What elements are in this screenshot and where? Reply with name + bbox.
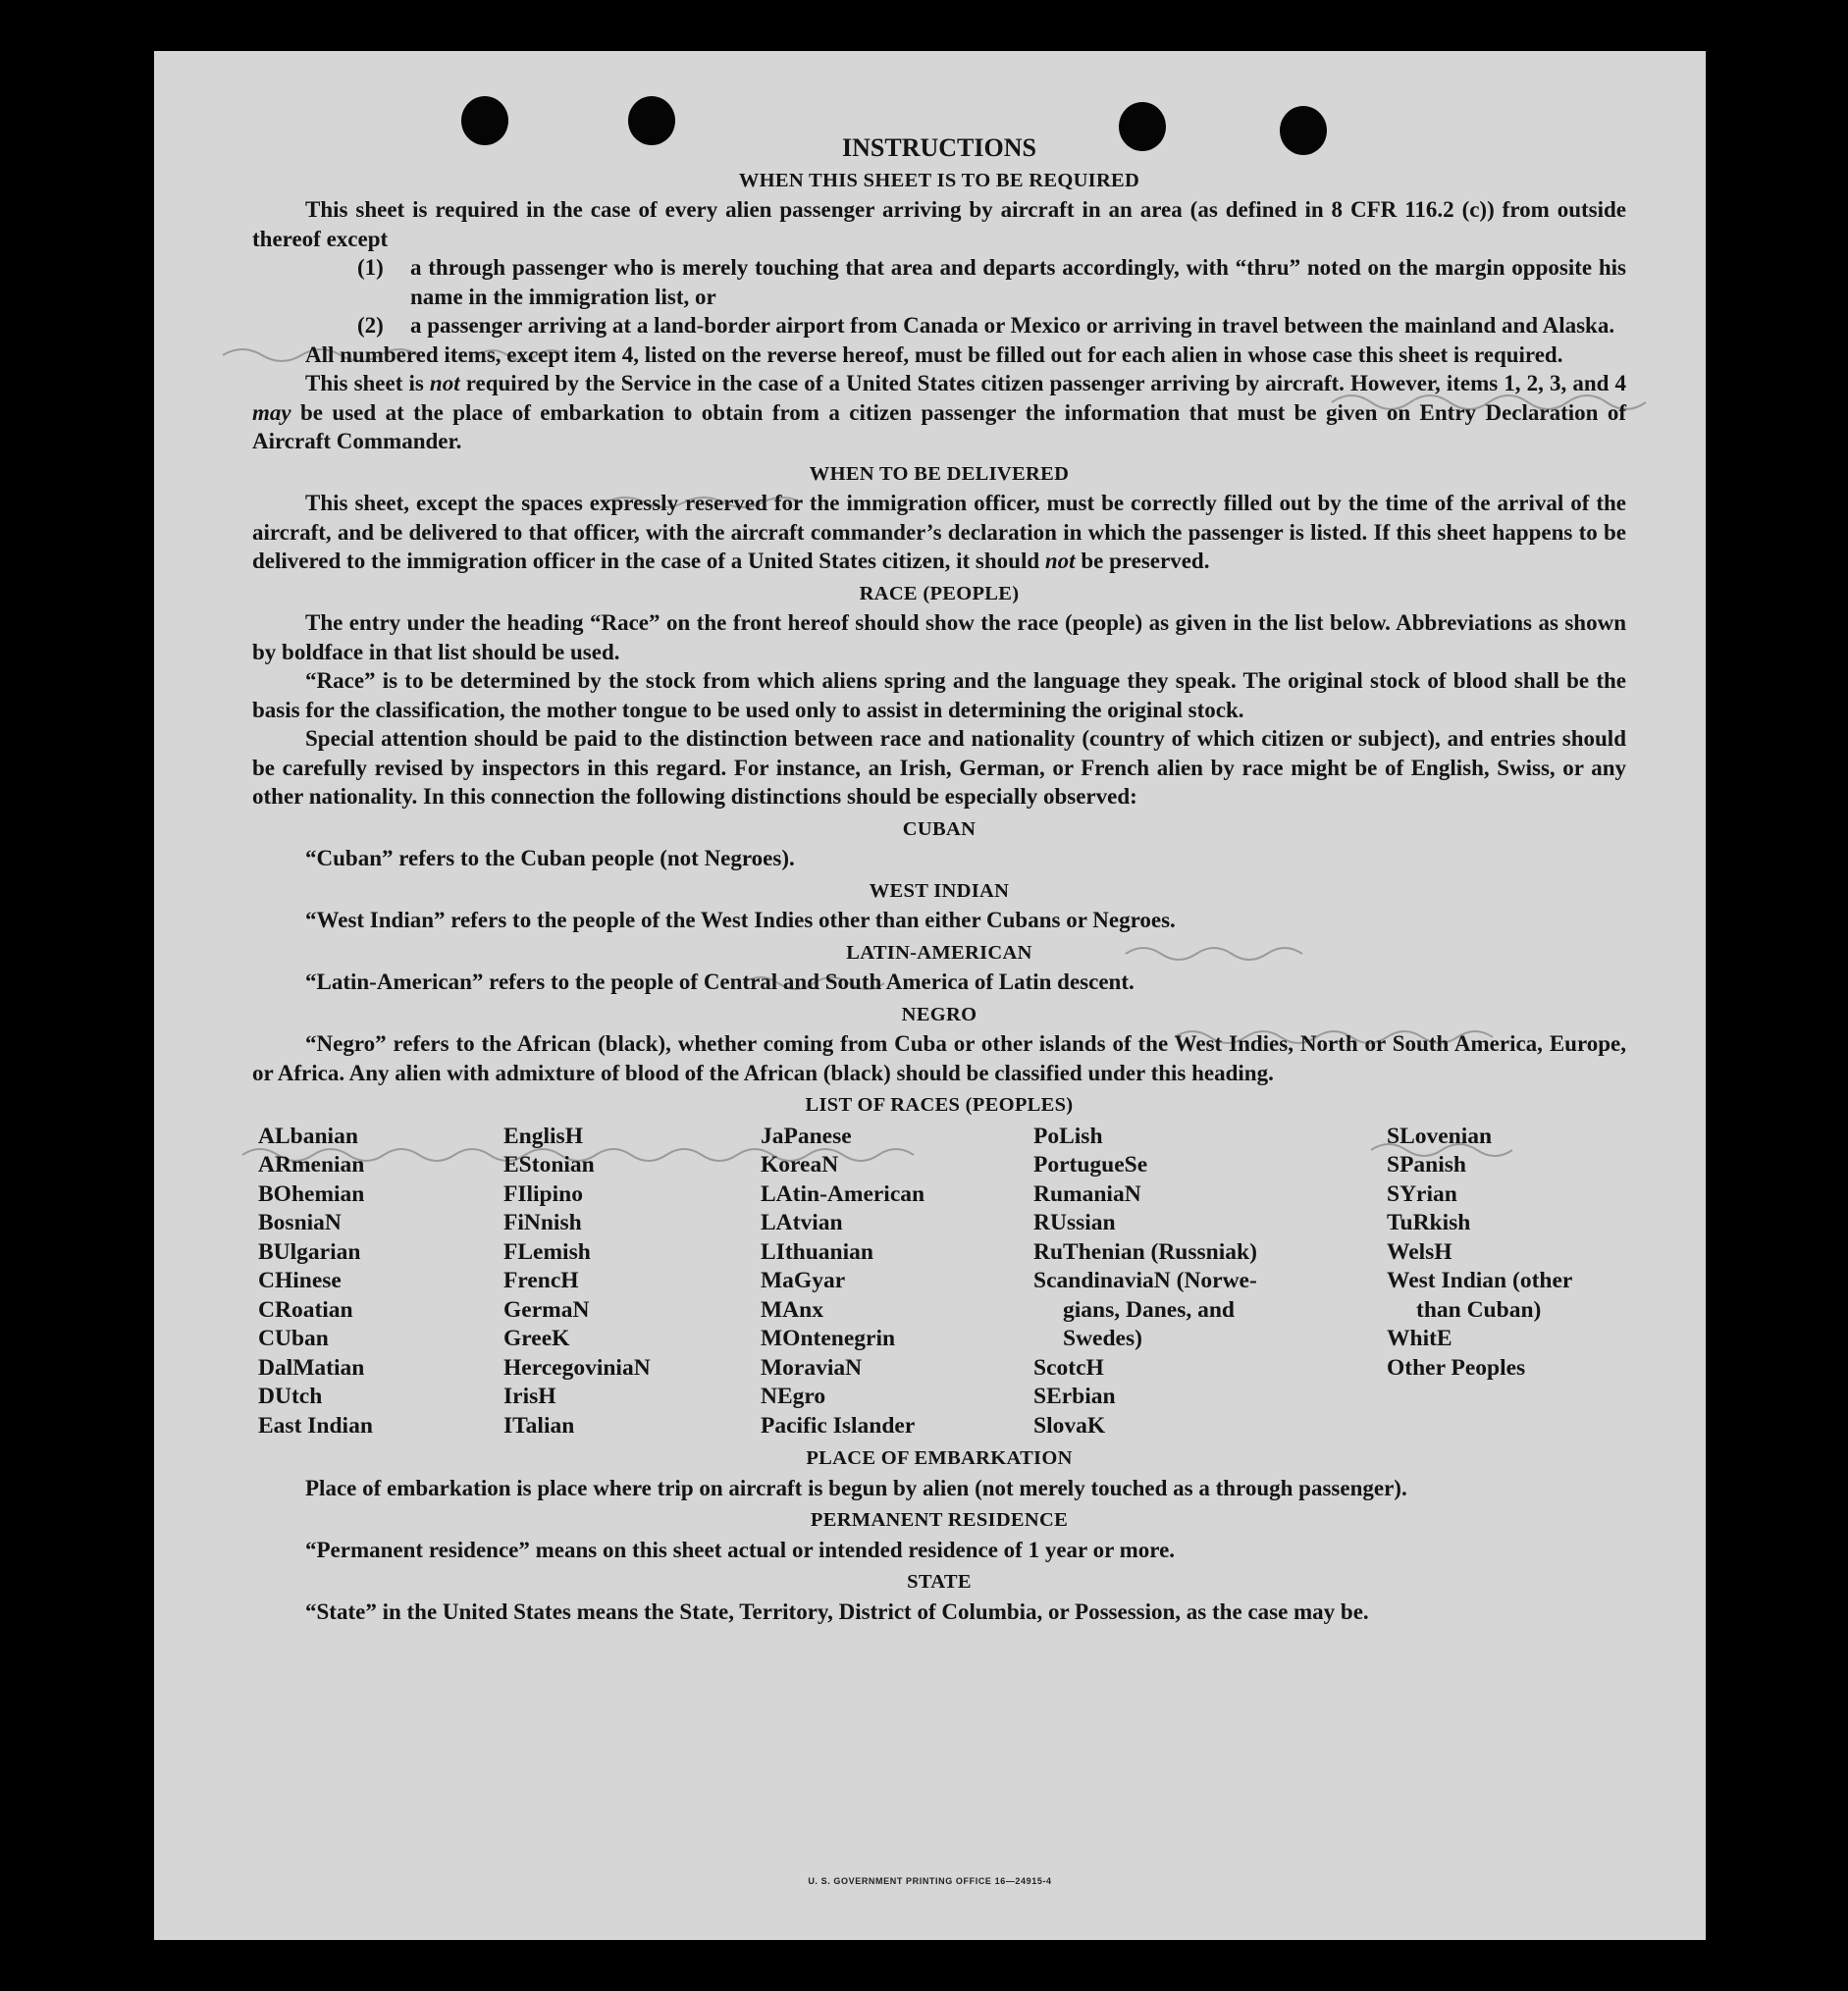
race-entry: LAtin-American — [761, 1180, 925, 1207]
race-entry: Other Peoples — [1387, 1354, 1526, 1381]
race-entry: NEgro — [761, 1384, 826, 1409]
section-heading-races-list: LIST OF RACES (PEOPLES) — [805, 1094, 1074, 1116]
race-entry: ALbanian — [258, 1123, 358, 1149]
exception-item — [252, 311, 1626, 341]
race-entry: ScandinaviaN (Norwe- — [1033, 1268, 1257, 1293]
race-entry: EStonian — [503, 1152, 595, 1178]
race-entry: BosniaN — [258, 1210, 342, 1235]
cuban-definition: “Cuban” refers to the Cuban people (not Negroes). — [305, 846, 795, 870]
race-entry: Pacific Islander — [761, 1412, 916, 1439]
required-intro: This sheet is required in the case of every alien passenger arriving by aircraft in an area (as defined in 8 CFR 116.2 (c)) from outside thereof except — [252, 197, 1626, 251]
race-entry: PoLish — [1033, 1123, 1103, 1149]
race-entry: JaPanese — [761, 1123, 852, 1149]
required-paragraph: All numbered items, except item 4, listed on the reverse hereof, must be filled out for each alien in whose case this sheet is required. — [305, 341, 1563, 367]
race-entry: PortugueSe — [1033, 1152, 1148, 1178]
exception-text: a through passenger who is merely touching that area and departs accordingly, with “thru” noted on the margin opposite his name in the immigration list, or — [410, 255, 1626, 309]
races-column-3 — [761, 1123, 1033, 1441]
exception-text: a passenger arriving at a land-border airport from Canada or Mexico or arriving in travel between the mainland and Alaska. — [410, 313, 1615, 338]
section-heading-required: WHEN THIS SHEET IS TO BE REQUIRED — [738, 169, 1140, 191]
printing-office-imprint: U. S. GOVERNMENT PRINTING OFFICE 16—24915-4 — [808, 1876, 1052, 1886]
race-entry: SlovaK — [1033, 1412, 1106, 1439]
race-entry: GermaN — [503, 1296, 590, 1323]
document-page — [154, 51, 1706, 1940]
race-entry: BUlgarian — [258, 1238, 361, 1265]
race-paragraph: The entry under the heading “Race” on the front hereof should show the race (people) as given in the list below. Abbreviations as shown by boldface in that list should be used. — [252, 610, 1626, 664]
race-entry: CUban — [258, 1326, 329, 1351]
race-entry: FLemish — [503, 1238, 591, 1265]
race-entry: HercegoviniaN — [503, 1354, 651, 1381]
race-entry-continued: gians, Danes, and — [1063, 1296, 1235, 1323]
exception-item — [252, 253, 1626, 311]
race-entry: MaGyar — [761, 1268, 846, 1293]
race-entry: BOhemian — [258, 1180, 365, 1207]
race-entry: ARmenian — [258, 1152, 365, 1178]
race-entry: East Indian — [258, 1412, 373, 1439]
section-heading-west-indian: WEST INDIAN — [869, 879, 1010, 902]
races-column-5 — [1387, 1123, 1632, 1441]
section-heading-delivered: WHEN TO BE DELIVERED — [809, 462, 1070, 485]
race-entry-continued: than Cuban) — [1416, 1296, 1542, 1323]
races-column-4 — [1033, 1123, 1387, 1441]
race-entry: CRoatian — [258, 1296, 353, 1323]
section-heading-embarkation: PLACE OF EMBARKATION — [806, 1447, 1073, 1469]
section-heading-residence: PERMANENT RESIDENCE — [810, 1509, 1069, 1531]
race-entry: EnglisH — [503, 1123, 583, 1149]
exception-number: (2) — [357, 313, 384, 338]
race-entry: MAnx — [761, 1296, 823, 1323]
race-entry: RumaniaN — [1033, 1180, 1141, 1207]
race-entry: WhitE — [1387, 1326, 1452, 1351]
instructions-body — [252, 133, 1626, 1626]
section-heading-negro: NEGRO — [901, 1003, 977, 1025]
delivered-paragraph: This sheet, except the spaces expressly reserved for the immigration officer, must be correctly filled out by the time of the arrival of the aircraft, and be delivered to that officer, with the aircraft commander’s declaration in which the passenger is listed. If this sheet happens to be delivered to the immigration officer in the case of a United States citizen, it should not be preserved. — [252, 491, 1626, 573]
section-heading-state: STATE — [907, 1571, 972, 1593]
race-paragraph: “Race” is to be determined by the stock from which aliens spring and the language they speak. The original stock of blood shall be the basis for the classification, the mother tongue to be used only to assist in determining the original stock. — [252, 668, 1626, 722]
negro-definition: “Negro” refers to the African (black), whether coming from Cuba or other islands of the West Indies, North or South America, Europe, or Africa. Any alien with admixture of blood of the African (black) should be classified under this heading. — [252, 1031, 1626, 1085]
races-column-2 — [503, 1123, 761, 1441]
race-entry: SErbian — [1033, 1384, 1116, 1409]
race-entry: RuThenian (Russniak) — [1033, 1238, 1257, 1265]
race-entry: IrisH — [503, 1384, 556, 1409]
state-definition: “State” in the United States means the State, Territory, District of Columbia, or Possession, as the case may be. — [305, 1598, 1369, 1624]
exception-number: (1) — [357, 255, 384, 280]
page-title: INSTRUCTIONS — [842, 133, 1036, 162]
race-entry: RUssian — [1033, 1210, 1116, 1235]
race-entry: SPanish — [1387, 1152, 1466, 1178]
race-entry: SLovenian — [1387, 1123, 1493, 1149]
race-entry: DalMatian — [258, 1354, 365, 1381]
embarkation-definition: Place of embarkation is place where trip on aircraft is begun by alien (not merely touched as a through passenger). — [305, 1475, 1407, 1500]
race-entry: CHinese — [258, 1268, 342, 1293]
section-heading-latin-american: LATIN-AMERICAN — [846, 941, 1032, 964]
race-entry: FIlipino — [503, 1180, 583, 1207]
race-paragraph: Special attention should be paid to the distinction between race and nationality (country of which citizen or subject), and entries should be carefully revised by inspectors in this regard. For instance, an Irish, German, or French alien by race might be of English, Swiss, or any other nationality. In this connection the following distinctions should be especially observed: — [252, 726, 1626, 809]
race-entry: LAtvian — [761, 1210, 843, 1235]
race-entry: FrencH — [503, 1268, 579, 1293]
race-entry: ScotcH — [1033, 1354, 1104, 1381]
race-entry: MoraviaN — [761, 1354, 863, 1381]
race-entry: FiNnish — [503, 1210, 582, 1235]
races-list — [258, 1123, 1626, 1441]
section-heading-race: RACE (PEOPLE) — [859, 582, 1020, 604]
latin-american-definition: “Latin-American” refers to the people of Central and South America of Latin descent. — [305, 969, 1135, 994]
residence-definition: “Permanent residence” means on this sheet actual or intended residence of 1 year or more. — [305, 1537, 1176, 1562]
race-entry: West Indian (other — [1387, 1268, 1573, 1293]
race-entry: KoreaN — [761, 1152, 839, 1178]
section-heading-cuban: CUBAN — [902, 817, 977, 840]
race-entry: SYrian — [1387, 1180, 1457, 1207]
west-indian-definition: “West Indian” refers to the people of the West Indies other than either Cubans or Negroes. — [305, 908, 1176, 932]
race-entry: ITalian — [503, 1412, 575, 1439]
race-entry: WelsH — [1387, 1238, 1452, 1265]
race-entry-continued: Swedes) — [1063, 1326, 1142, 1351]
race-entry: LIthuanian — [761, 1238, 873, 1265]
race-entry: TuRkish — [1387, 1210, 1471, 1235]
race-entry: DUtch — [258, 1384, 323, 1409]
races-column-1 — [258, 1123, 503, 1441]
citizen-paragraph: This sheet is not required by the Service in the case of a United States citizen passenger arriving by aircraft. However, items 1, 2, 3, and 4 may be used at the place of embarkation to obtain from a citizen passenger the information that must be given on Entry Declaration of Aircraft Commander. — [252, 371, 1626, 453]
race-entry: MOntenegrin — [761, 1326, 896, 1351]
race-entry: GreeK — [503, 1326, 570, 1351]
